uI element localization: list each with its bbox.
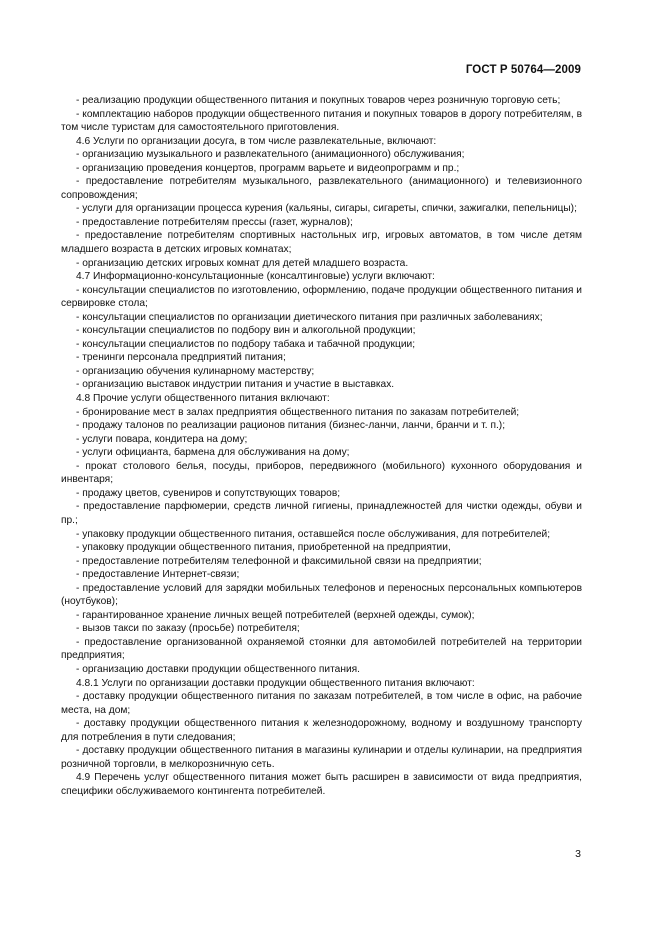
list-item: - предоставление потребителям музыкального, развлекательного (анимационного) и телевизионного сопровождения;: [61, 176, 582, 201]
section-heading: 4.9 Перечень услуг общественного питания может быть расширен в зависимости от вида предприятия, специфики обслуживаемого контингента потребителей.: [61, 772, 582, 797]
list-item: - консультации специалистов по подбору вин и алкогольной продукции;: [76, 325, 416, 337]
list-item: - организацию детских игровых комнат для детей младшего возраста.: [76, 257, 409, 269]
section-heading: 4.7 Информационно-консультационные (консалтинговые) услуги включают:: [76, 271, 435, 283]
list-item: - услуги повара, кондитера на дому;: [76, 433, 248, 445]
list-item: - организацию проведения концертов, программ варьете и видеопрограмм и пр.;: [76, 162, 460, 174]
list-item: - вызов такси по заказу (просьбе) потребителя;: [76, 623, 300, 635]
list-item: - организацию обучения кулинарному мастерству;: [76, 365, 315, 377]
list-item: - предоставление Интернет-связи;: [76, 569, 240, 581]
list-item: - предоставление условий для зарядки мобильных телефонов и переносных персональных компьютеров (ноутбуков);: [61, 582, 582, 608]
list-item: - консультации специалистов по организации диетического питания при различных заболеваниях;: [76, 311, 543, 323]
list-item: - консультации специалистов по изготовлению, оформлению, подаче продукции общественного питания и сервировке стола;: [61, 284, 582, 310]
list-item: - упаковку продукции общественного питания, оставшейся после обслуживания, для потребителей;: [76, 528, 551, 540]
paragraph: - комплектацию наборов продукции общественного питания и покупных товаров в дорогу потребителям, в том числе туристам для самостоятельного приготовления.: [61, 108, 582, 134]
list-item: - организацию музыкального и развлекательного (анимационного) обслуживания;: [76, 149, 465, 161]
list-item: - прокат столового белья, посуды, приборов, передвижного (мобильного) кухонного оборудования и инвентаря;: [61, 460, 582, 486]
list-item: - упаковку продукции общественного питания, приобретенной на предприятии,: [76, 542, 451, 554]
list-item: - предоставление потребителям спортивных настольных игр, игровых автоматов, в том числе детям младшего возраста в детских игровых комнатах;: [61, 230, 582, 256]
list-item: - услуги для организации процесса курения (кальяны, сигары, сигареты, спички, зажигалки, пепельницы);: [76, 203, 577, 215]
document-header: ГОСТ Р 50764—2009: [465, 64, 581, 76]
list-item: - бронирование мест в залах предприятия общественного питания по заказам потребителей;: [76, 406, 520, 418]
paragraph: - реализацию продукции общественного питания и покупных товаров через розничную торговую сеть;: [76, 95, 561, 106]
list-item: - организацию выставок индустрии питания и участие в выставках.: [76, 379, 395, 391]
document-body: [61, 94, 582, 798]
list-item: - консультации специалистов по подбору табака и табачной продукции;: [76, 338, 416, 350]
section-heading: 4.8 Прочие услуги общественного питания включают:: [76, 393, 330, 405]
list-item: - предоставление парфюмерии, средств личной гигиены, принадлежностей для чистки одежды, обуви и пр.;: [61, 501, 582, 526]
list-item: - гарантированное хранение личных вещей потребителей (верхней одежды, сумок);: [76, 609, 475, 621]
list-item: - тренинги персонала предприятий питания;: [76, 352, 286, 364]
list-item: - предоставление потребителям прессы (газет, журналов);: [76, 216, 353, 228]
page-number: 3: [575, 848, 581, 860]
list-item: - продажу талонов по реализации рационов питания (бизнес-ланчи, ланчи, бранчи и т. п.);: [76, 420, 506, 432]
list-item: - услуги официанта, бармена для обслуживания на дому;: [76, 447, 350, 459]
list-item: - продажу цветов, сувениров и сопутствующих товаров;: [76, 487, 341, 499]
list-item: - доставку продукции общественного питания по заказам потребителей, в том числе в офис, на рабочие места, на дом;: [61, 691, 582, 716]
list-item: - доставку продукции общественного питания в магазины кулинарии и отделы кулинарии, на предприятия розничной торговли, в мелкорозничную сеть.: [61, 745, 582, 770]
list-item: - предоставление организованной охраняемой стоянки для автомобилей потребителей на территории предприятия;: [61, 636, 582, 662]
list-item: - предоставление потребителям телефонной и факсимильной связи на предприятии;: [76, 555, 482, 567]
list-item: - доставку продукции общественного питания к железнодорожному, водному и воздушному транспорту для потребления в пути следования;: [61, 718, 582, 743]
list-item: - организацию доставки продукции общественного питания.: [76, 663, 360, 675]
section-heading: 4.8.1 Услуги по организации доставки продукции общественного питания включают:: [76, 677, 475, 689]
section-heading: 4.6 Услуги по организации досуга, в том числе развлекательные, включают:: [76, 135, 437, 147]
